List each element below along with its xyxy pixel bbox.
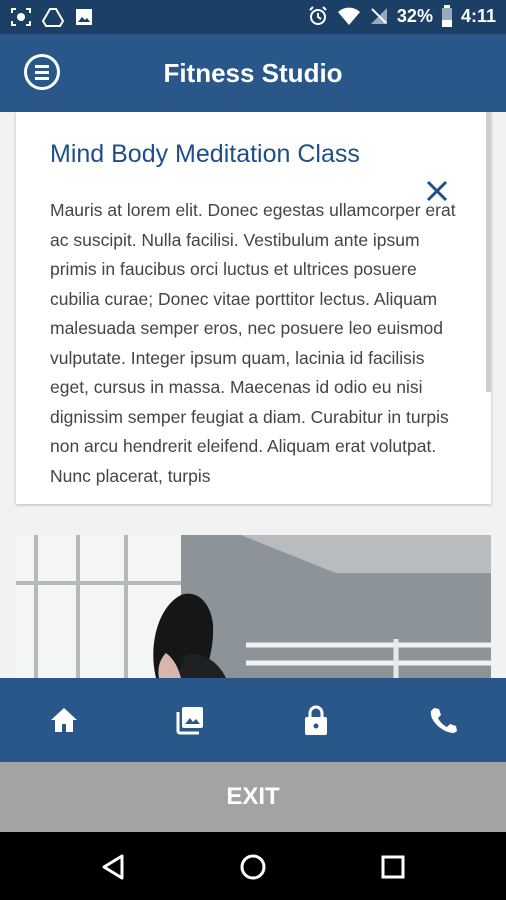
home-circle-icon xyxy=(238,852,268,882)
nav-gallery[interactable] xyxy=(170,700,210,740)
content-area[interactable] xyxy=(0,112,506,678)
status-bar xyxy=(0,0,506,34)
exit-label: EXIT xyxy=(226,783,280,810)
image-icon xyxy=(74,7,94,27)
back-icon xyxy=(100,853,126,881)
bottom-navigation xyxy=(0,678,506,762)
exit-button[interactable] xyxy=(0,762,506,832)
nav-phone[interactable] xyxy=(422,700,462,740)
back-button[interactable] xyxy=(96,850,130,884)
class-photo xyxy=(16,535,491,678)
home-button[interactable] xyxy=(236,850,270,884)
phone-icon xyxy=(427,705,457,735)
class-detail-card xyxy=(16,112,491,504)
battery-icon xyxy=(441,5,453,27)
lock-icon xyxy=(303,704,329,736)
screenshot-icon xyxy=(10,6,32,28)
drive-icon xyxy=(42,6,64,28)
app-title: Fitness Studio xyxy=(163,58,343,88)
wifi-icon xyxy=(337,6,361,26)
nav-home[interactable] xyxy=(44,700,84,740)
gallery-icon xyxy=(175,705,205,735)
nav-lock[interactable] xyxy=(296,700,336,740)
battery-percent: 32% xyxy=(396,5,433,26)
card-title: Mind Body Meditation Class xyxy=(50,140,360,168)
clock: 4:11 xyxy=(460,5,496,26)
app-bar xyxy=(0,34,506,112)
recents-icon xyxy=(380,854,406,880)
home-icon xyxy=(49,706,79,734)
card-description: Mauris at lorem elit. Donec egestas ullamcorper erat ac suscipit. Nulla facilisi. Vestibulum ante ipsum primis in faucibus orci luctus et ultrices posuere cubilia curae; Donec vitae porttitor lectus. Aliquam malesuada semper eros, nec posuere leo euismod vulputate. Integer ipsum quam, lacinia id facilisis eget, cursus in massa. Maecenas id odio eu nisi dignissim semper feugiat a diam. Curabitur in turpis non arcu hendrerit eleifend. Aliquam erat volutpat. Nunc placerat, turpis xyxy=(50,200,456,486)
system-navigation-bar xyxy=(0,832,506,900)
recents-button[interactable] xyxy=(376,850,410,884)
no-signal-icon xyxy=(369,6,389,26)
card-scrollbar[interactable] xyxy=(486,112,491,392)
alarm-icon xyxy=(307,5,329,27)
yoga-photo xyxy=(16,535,491,678)
